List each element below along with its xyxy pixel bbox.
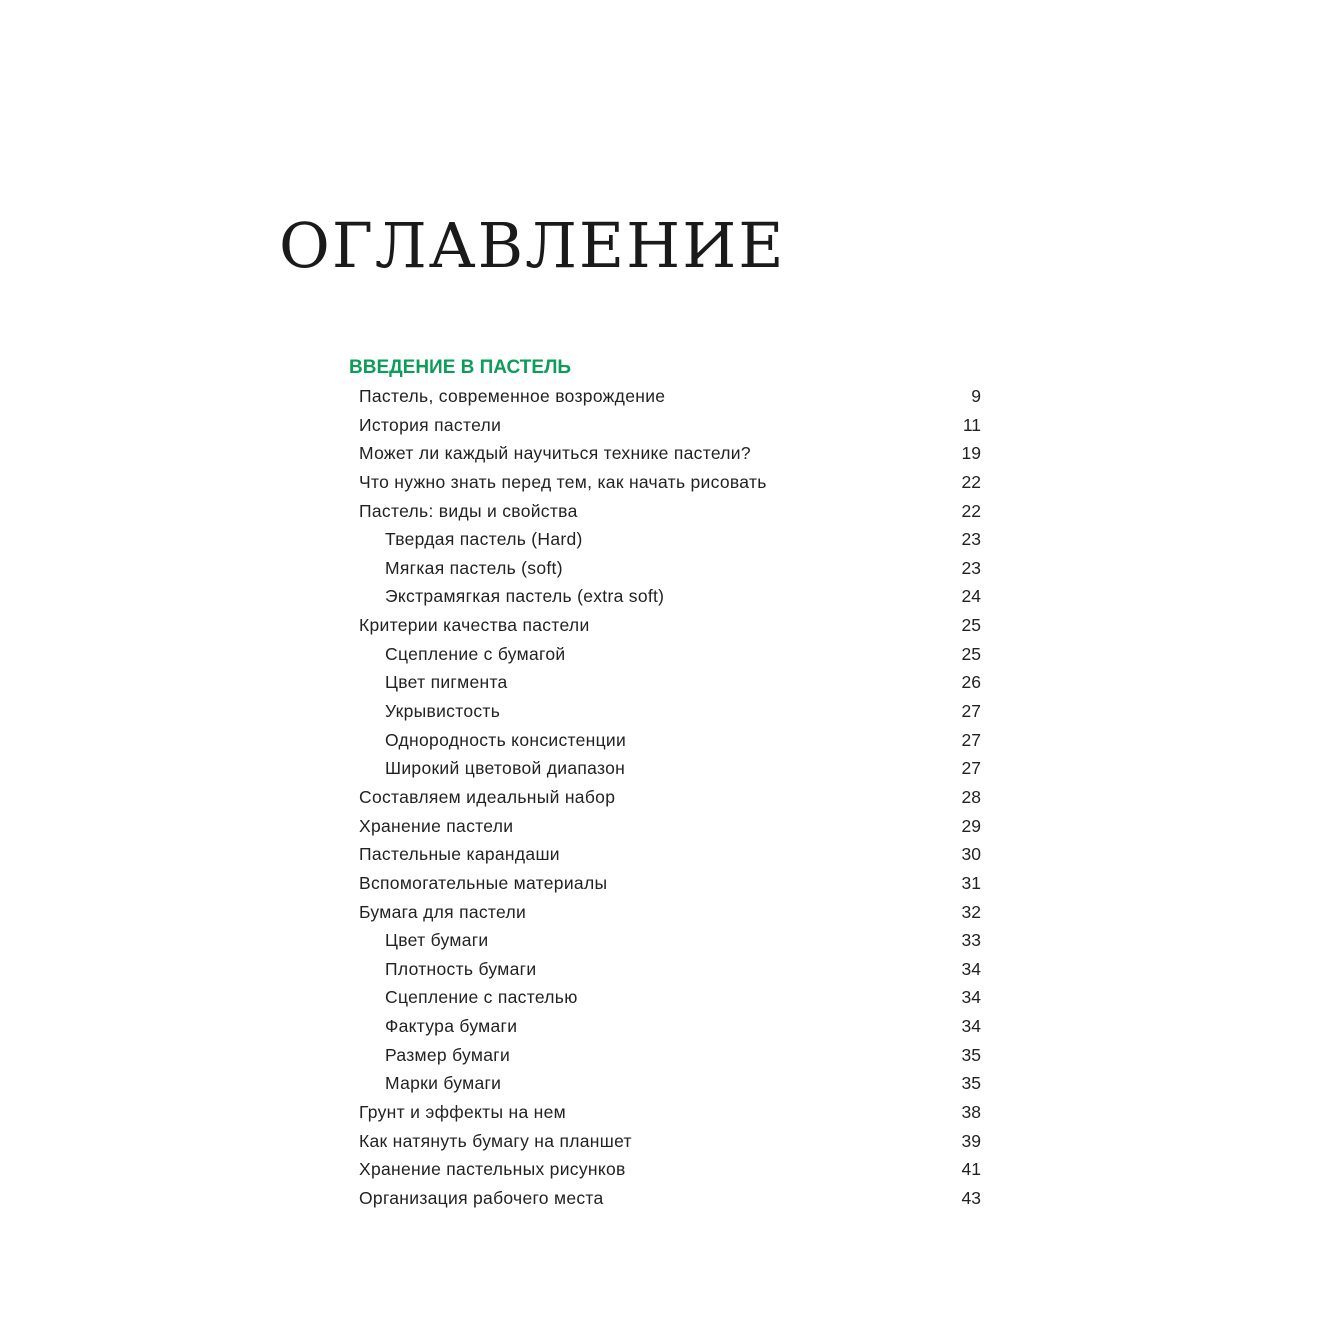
toc-entry-title: Пастельные карандаши — [359, 844, 560, 865]
toc-entry-title: История пастели — [359, 414, 502, 435]
toc-entry-page-number: 11 — [962, 414, 981, 435]
toc-entry[interactable] — [359, 382, 981, 411]
toc-entry-page-number: 34 — [961, 1016, 981, 1037]
toc-entry-page-number: 27 — [961, 758, 981, 779]
toc-entry-page-number: 24 — [961, 586, 981, 607]
toc-entry-title: Размер бумаги — [385, 1044, 511, 1065]
toc-entry[interactable] — [359, 611, 981, 640]
toc-entry-title: Хранение пастели — [359, 815, 514, 836]
toc-entry[interactable] — [359, 1069, 981, 1098]
toc-entry-page-number: 22 — [961, 500, 981, 521]
toc-entry-title: Грунт и эффекты на нем — [359, 1102, 567, 1123]
toc-entry-page-number: 27 — [961, 729, 981, 750]
toc-entry-page-number: 23 — [961, 557, 981, 578]
toc-entry-page-number: 25 — [961, 643, 981, 664]
toc-entry[interactable] — [359, 983, 981, 1012]
toc-entry[interactable] — [359, 497, 981, 526]
toc-entry[interactable] — [359, 640, 981, 669]
toc-entry-title: Укрывистость — [385, 701, 501, 722]
toc-entry-title: Как натянуть бумагу на планшет — [359, 1130, 632, 1151]
toc-entry-page-number: 34 — [961, 987, 981, 1008]
section-heading: ВВЕДЕНИЕ В ПАСТЕЛЬ — [349, 357, 572, 378]
toc-entry-title: Пастель, современное возрождение — [359, 386, 666, 406]
toc-entry-title: Хранение пастельных рисунков — [359, 1159, 626, 1180]
toc-entry-page-number: 9 — [971, 386, 981, 406]
toc-entry[interactable] — [359, 754, 981, 783]
toc-entry-page-number: 19 — [961, 443, 981, 464]
toc-entry[interactable] — [359, 439, 981, 468]
toc-entry-title: Фактура бумаги — [385, 1016, 518, 1037]
toc-entry[interactable] — [359, 1098, 981, 1127]
toc-entry-title: Организация рабочего места — [359, 1187, 604, 1208]
toc-entry-page-number: 29 — [961, 815, 981, 836]
toc-entry[interactable] — [359, 926, 981, 955]
toc-entry-page-number: 26 — [961, 672, 981, 693]
toc-entry-title: Составляем идеальный набор — [359, 786, 616, 807]
toc-entry-title: Твердая пастель (Hard) — [385, 529, 583, 550]
toc-entry-page-number: 31 — [961, 872, 981, 893]
toc-entry-title: Вспомогательные материалы — [359, 872, 608, 893]
toc-entry-page-number: 25 — [961, 615, 981, 636]
toc-entry-page-number: 43 — [961, 1187, 981, 1208]
toc-entry-title: Может ли каждый научиться технике пастели? — [359, 443, 751, 464]
toc-entry-title: Мягкая пастель (soft) — [385, 557, 563, 578]
toc-entry[interactable] — [359, 812, 981, 841]
toc-entry[interactable] — [359, 955, 981, 984]
toc-entry-title: Цвет бумаги — [385, 930, 489, 951]
toc-entry[interactable] — [359, 1184, 981, 1213]
toc-entry[interactable] — [359, 840, 981, 869]
toc-entry[interactable] — [359, 525, 981, 554]
toc-entry[interactable] — [359, 468, 981, 497]
toc-entry-title: Широкий цветовой диапазон — [385, 758, 626, 779]
toc-entry[interactable] — [359, 582, 981, 611]
page-title: ОГЛАВЛЕНИЕ — [279, 209, 786, 282]
table-of-contents — [359, 382, 981, 1213]
toc-entry[interactable] — [359, 411, 981, 440]
toc-entry-title: Экстрамягкая пастель (extra soft) — [385, 586, 665, 607]
toc-entry-title: Пастель: виды и свойства — [359, 500, 578, 521]
toc-entry-title: Сцепление с пастелью — [385, 987, 578, 1008]
toc-entry[interactable] — [359, 697, 981, 726]
toc-entry-title: Что нужно знать перед тем, как начать рисовать — [359, 471, 767, 492]
toc-entry[interactable] — [359, 1155, 981, 1184]
toc-entry[interactable] — [359, 1127, 981, 1156]
toc-entry-page-number: 28 — [961, 786, 981, 807]
toc-entry-page-number: 35 — [961, 1073, 981, 1094]
toc-entry-title: Марки бумаги — [385, 1073, 502, 1094]
toc-entry[interactable] — [359, 783, 981, 812]
toc-entry-title: Цвет пигмента — [385, 672, 508, 693]
toc-entry-page-number: 34 — [961, 958, 981, 979]
toc-entry-title: Плотность бумаги — [385, 958, 537, 979]
toc-entry-page-number: 41 — [961, 1159, 981, 1180]
toc-entry-page-number: 35 — [961, 1044, 981, 1065]
toc-entry-title: Бумага для пастели — [359, 901, 527, 922]
toc-entry[interactable] — [359, 1012, 981, 1041]
toc-entry[interactable] — [359, 726, 981, 755]
toc-entry-page-number: 23 — [961, 529, 981, 550]
toc-entry[interactable] — [359, 898, 981, 927]
toc-entry-title: Сцепление с бумагой — [385, 643, 566, 664]
toc-entry-page-number: 32 — [961, 901, 981, 922]
toc-entry[interactable] — [359, 1041, 981, 1070]
toc-entry[interactable] — [359, 554, 981, 583]
toc-entry[interactable] — [359, 869, 981, 898]
toc-entry-page-number: 38 — [961, 1102, 981, 1123]
toc-entry-page-number: 27 — [961, 701, 981, 722]
toc-entry-page-number: 33 — [961, 930, 981, 951]
toc-entry[interactable] — [359, 668, 981, 697]
toc-entry-title: Критерии качества пастели — [359, 615, 590, 636]
toc-entry-page-number: 39 — [961, 1130, 981, 1151]
toc-entry-page-number: 22 — [961, 471, 981, 492]
toc-entry-title: Однородность консистенции — [385, 729, 627, 750]
toc-entry-page-number: 30 — [961, 844, 981, 865]
